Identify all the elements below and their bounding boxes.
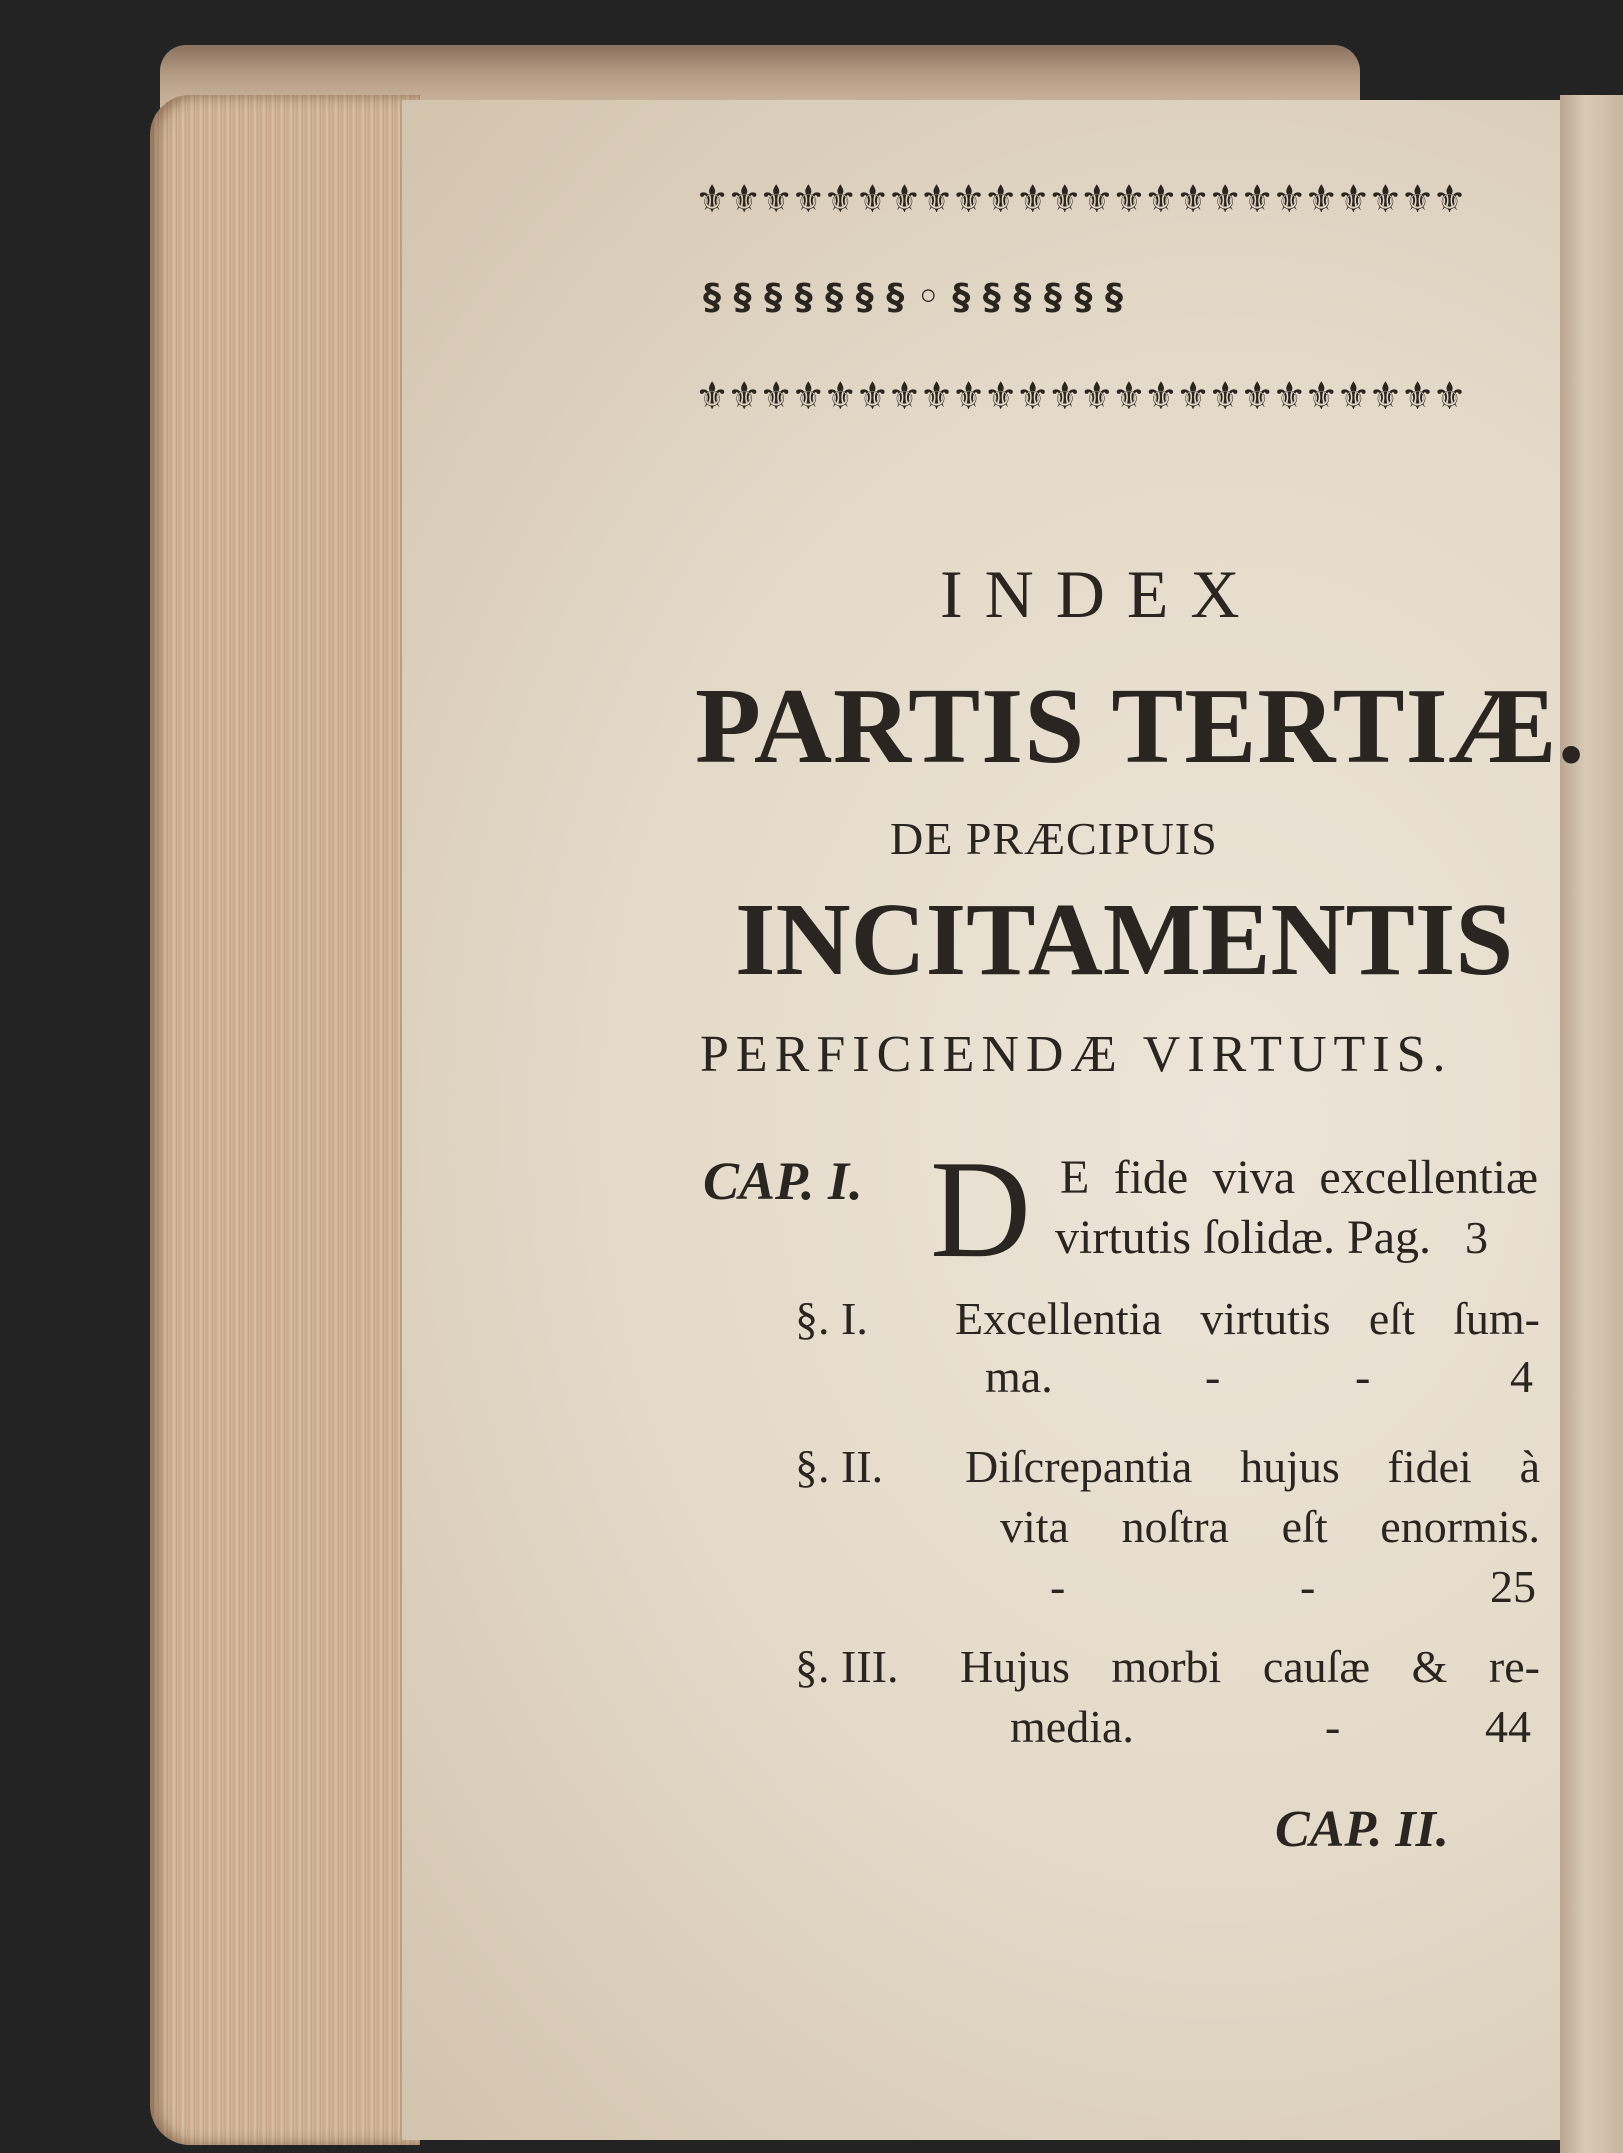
section-title-line-1: Diſcrepantia hujus fidei à <box>965 1441 1540 1492</box>
leader-dash: - <box>1205 1351 1221 1402</box>
section-title-line-2: ma. <box>985 1351 1053 1402</box>
chapter-title-line-1: E fide viva excellentiæ <box>1060 1151 1538 1204</box>
section-title-line-2: vita noſtra eſt enormis. <box>1000 1501 1540 1552</box>
chapter-title-line-2 <box>1055 1210 1488 1265</box>
ornamental-headpiece <box>695 177 1533 418</box>
title-incitamentis: INCITAMENTIS <box>735 882 1514 997</box>
section-page-number: 25 <box>1490 1561 1536 1612</box>
section-number: §. I. <box>795 1293 868 1344</box>
facing-page-edge <box>1560 95 1623 2153</box>
section-title-line-2: media. <box>1010 1701 1134 1752</box>
drop-capital: D <box>930 1132 1032 1287</box>
section-title-line-1: Excellentia virtutis eſt ſum- <box>955 1293 1540 1344</box>
book-fore-edge <box>150 95 420 2145</box>
catchword: CAP. II. <box>1275 1801 1449 1858</box>
headpiece-top-row: ⚜⚜⚜⚜⚜⚜⚜⚜⚜⚜⚜⚜⚜⚜⚜⚜⚜⚜⚜⚜⚜⚜⚜⚜ <box>695 177 1465 221</box>
leader-dash: - <box>1300 1561 1316 1612</box>
leader-dash: - <box>1050 1561 1066 1612</box>
section-title-line-1: Hujus morbi cauſæ & re- <box>960 1641 1540 1692</box>
headpiece-middle-row: § § § § § § § ◦ § § § § § § <box>703 276 1123 318</box>
title-partis-tertiae: PARTIS TERTIÆ. <box>695 667 1586 786</box>
section-number: §. III. <box>795 1641 899 1692</box>
section-number: §. II. <box>795 1441 884 1492</box>
chapter-page-number: 3 <box>1465 1212 1489 1263</box>
title-index: INDEX <box>940 556 1262 632</box>
section-page-number: 4 <box>1510 1351 1533 1402</box>
leader-dash: - <box>1355 1351 1371 1402</box>
headpiece-bottom-row: ⚜⚜⚜⚜⚜⚜⚜⚜⚜⚜⚜⚜⚜⚜⚜⚜⚜⚜⚜⚜⚜⚜⚜⚜ <box>695 374 1465 418</box>
chapter-label: CAP. I. <box>703 1151 863 1211</box>
section-page-number: 44 <box>1485 1701 1531 1752</box>
title-perficiendae-virtutis: PERFICIENDÆ VIRTUTIS. <box>700 1026 1453 1083</box>
title-de-praecipuis: DE PRÆCIPUIS <box>890 813 1218 864</box>
chapter-title-line-2-text: virtutis ſolidæ. Pag. <box>1055 1211 1432 1264</box>
leader-dash: - <box>1325 1701 1341 1752</box>
